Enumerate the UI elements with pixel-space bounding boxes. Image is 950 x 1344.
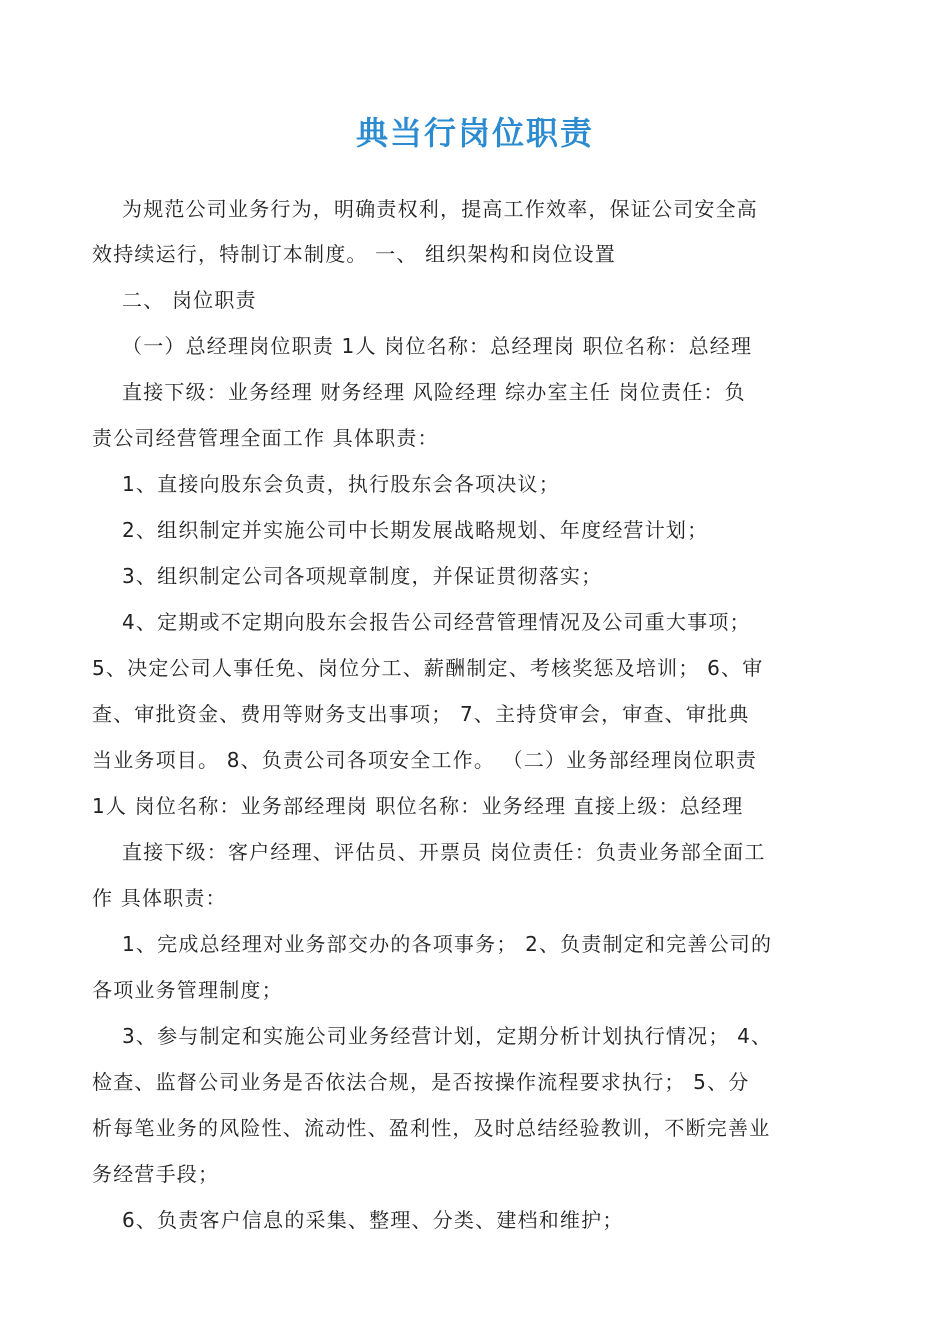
paragraph-line: 各项业务管理制度； <box>92 978 283 1002</box>
list-item: 3、组织制定公司各项规章制度，并保证贯彻落实； <box>122 564 603 588</box>
list-item: 6、负责客户信息的采集、整理、分类、建档和维护； <box>122 1208 624 1232</box>
paragraph-line: 析每笔业务的风险性、流动性、盈利性，及时总结经验教训，不断完善业 <box>92 1116 771 1140</box>
paragraph-line: 检查、监督公司业务是否依法合规，是否按操作流程要求执行； 5、分 <box>92 1070 750 1094</box>
document-title: 典当行岗位职责 <box>355 114 594 152</box>
paragraph-line: 务经营手段； <box>92 1162 220 1186</box>
paragraph-line: （一）总经理岗位职责 1人 岗位名称：总经理岗 职位名称：总经理 <box>122 334 753 358</box>
paragraph-line: 作 具体职责： <box>92 886 227 910</box>
paragraph-line: 直接下级：客户经理、评估员、开票员 岗位责任：负责业务部全面工 <box>122 840 766 864</box>
paragraph-line: 1人 岗位名称：业务部经理岗 职位名称：业务经理 直接上级：总经理 <box>92 794 744 818</box>
paragraph-line: 当业务项目。 8、负责公司各项安全工作。 （二）业务部经理岗位职责 <box>92 748 758 772</box>
paragraph-line: 为规范公司业务行为，明确责权利，提高工作效率，保证公司安全高 <box>122 197 758 221</box>
paragraph-line: 5、决定公司人事任免、岗位分工、薪酬制定、考核奖惩及培训； 6、审 <box>92 656 764 680</box>
list-item: 1、完成总经理对业务部交办的各项事务； 2、负责制定和完善公司的 <box>122 932 773 956</box>
paragraph-line: 效持续运行，特制订本制度。 一、 组织架构和岗位设置 <box>92 242 616 266</box>
list-item: 4、定期或不定期向股东会报告公司经营管理情况及公司重大事项； <box>122 610 751 634</box>
list-item: 3、参与制定和实施公司业务经营计划，定期分析计划执行情况； 4、 <box>122 1024 773 1048</box>
list-item: 1、直接向股东会负责，执行股东会各项决议； <box>122 472 560 496</box>
paragraph-line: 查、审批资金、费用等财务支出事项； 7、主持贷审会，审查、审批典 <box>92 702 750 726</box>
paragraph-line: 二、 岗位职责 <box>122 288 257 312</box>
list-item: 2、组织制定并实施公司中长期发展战略规划、年度经营计划； <box>122 518 709 542</box>
paragraph-line: 责公司经营管理全面工作 具体职责： <box>92 426 439 450</box>
paragraph-line: 直接下级：业务经理 财务经理 风险经理 综办室主任 岗位责任：负 <box>122 380 746 404</box>
